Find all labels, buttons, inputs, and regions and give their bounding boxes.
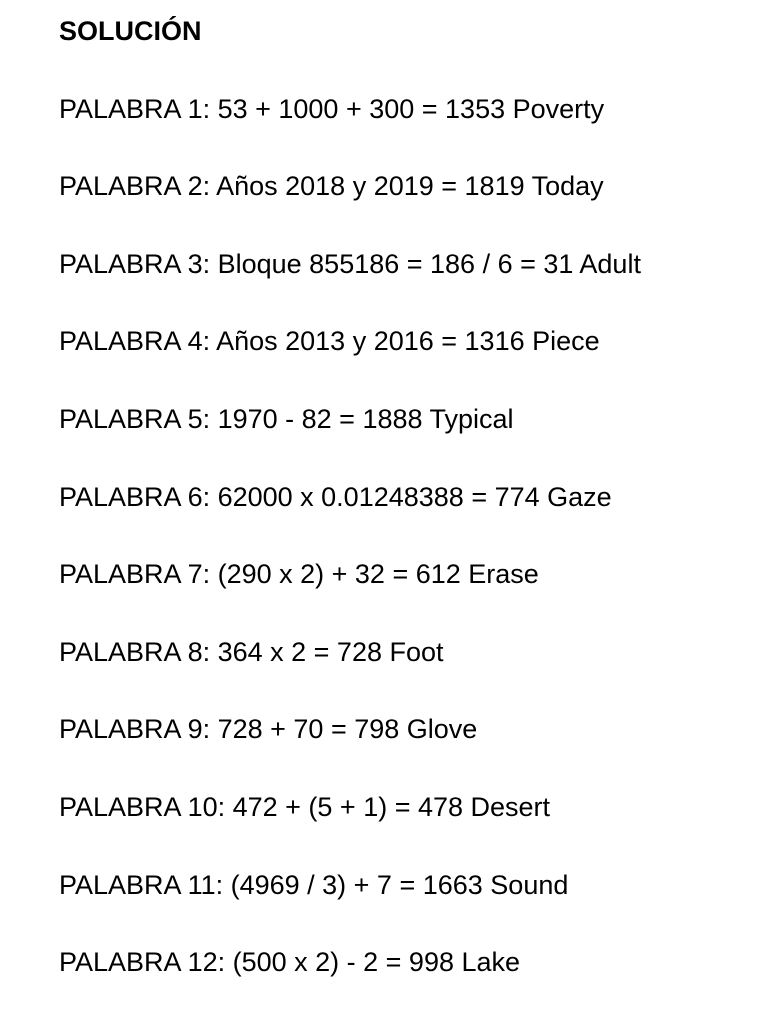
solution-line-4: PALABRA 4: Años 2013 y 2016 = 1316 Piece bbox=[59, 326, 600, 356]
solution-line-6: PALABRA 6: 62000 x 0.01248388 = 774 Gaze bbox=[59, 482, 612, 512]
solution-line-8: PALABRA 8: 364 x 2 = 728 Foot bbox=[59, 637, 444, 667]
solution-line-12: PALABRA 12: (500 x 2) - 2 = 998 Lake bbox=[59, 947, 521, 977]
solution-line-9: PALABRA 9: 728 + 70 = 798 Glove bbox=[59, 714, 478, 744]
solution-line-2: PALABRA 2: Años 2018 y 2019 = 1819 Today bbox=[59, 171, 604, 201]
solution-line-7: PALABRA 7: (290 x 2) + 32 = 612 Erase bbox=[59, 559, 539, 589]
solution-line-3: PALABRA 3: Bloque 855186 = 186 / 6 = 31 Adult bbox=[59, 249, 641, 279]
solution-line-11: PALABRA 11: (4969 / 3) + 7 = 1663 Sound bbox=[59, 870, 569, 900]
solution-line-1: PALABRA 1: 53 + 1000 + 300 = 1353 Poverty bbox=[59, 94, 605, 124]
solution-line-5: PALABRA 5: 1970 - 82 = 1888 Typical bbox=[59, 404, 514, 434]
solution-line-10: PALABRA 10: 472 + (5 + 1) = 478 Desert bbox=[59, 792, 551, 822]
document-title: SOLUCIÓN bbox=[59, 16, 202, 46]
